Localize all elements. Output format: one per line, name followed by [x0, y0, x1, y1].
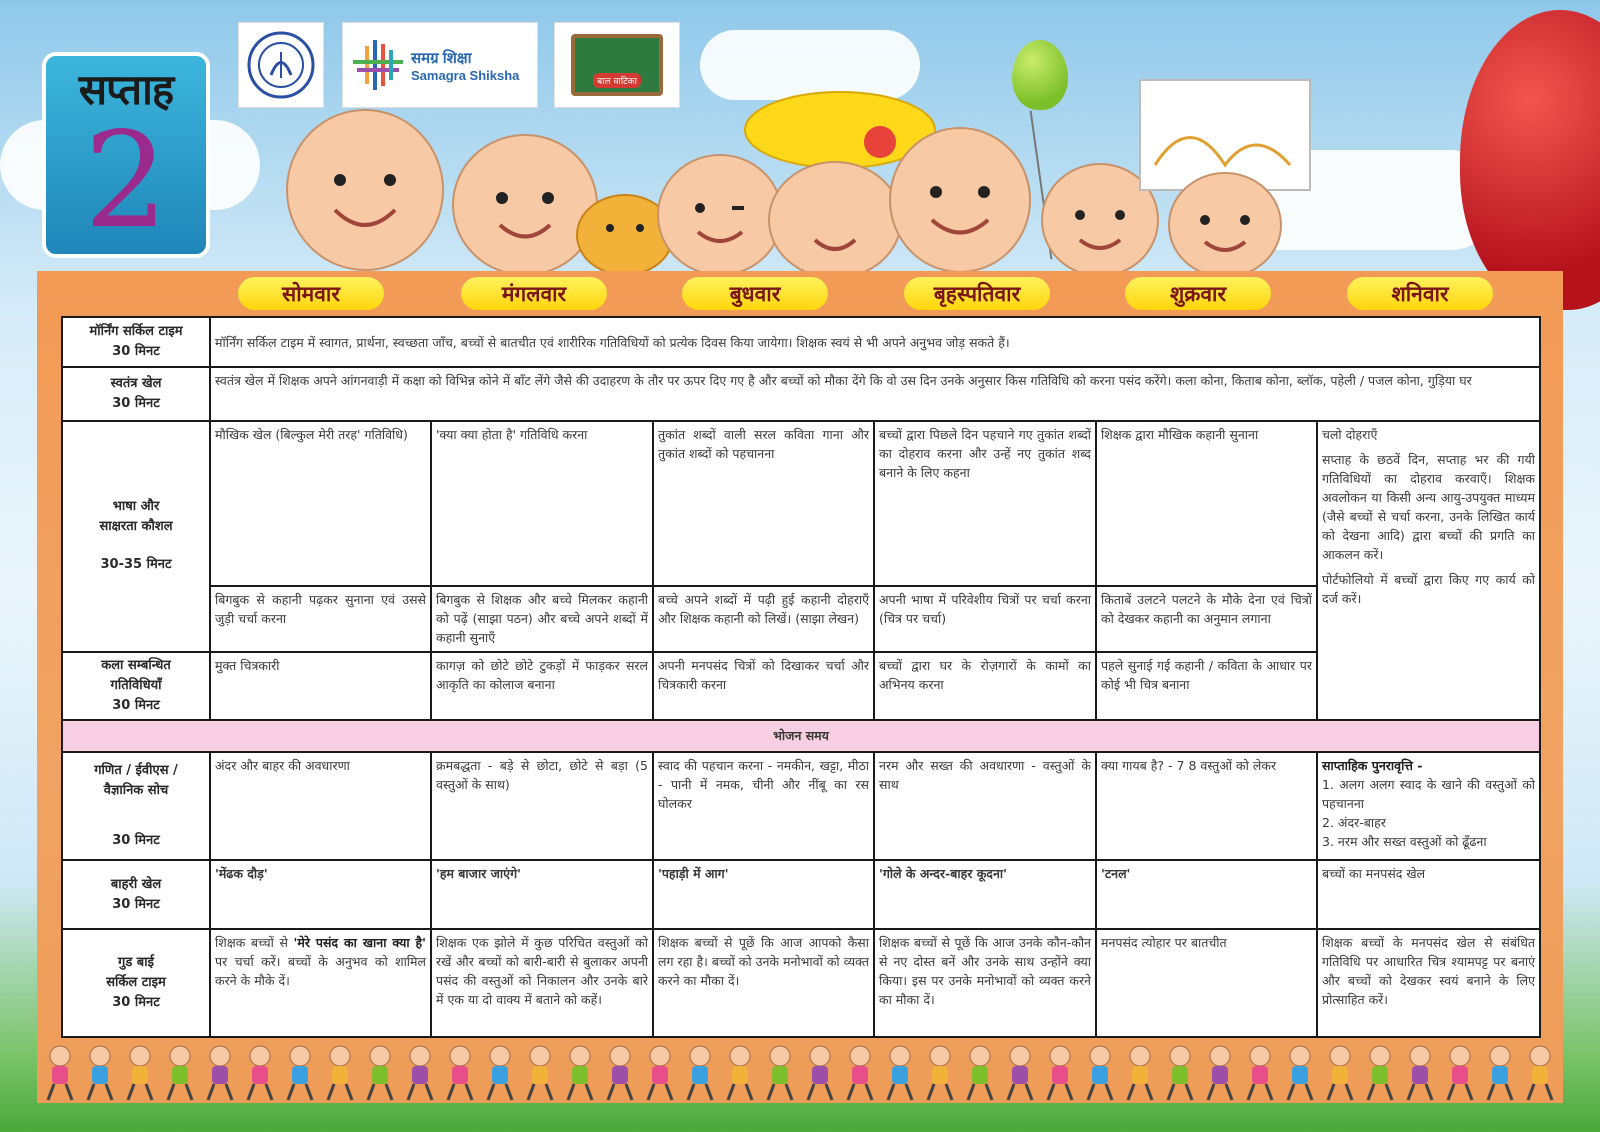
cell-art-friday: पहले सुनाई गई कहानी / कविता के आधार पर कोई भी चित्र बनाना	[1096, 652, 1317, 721]
label-time: 30 मिनट	[112, 344, 160, 360]
dancing-child-icon	[688, 1046, 712, 1100]
dancing-child-icon	[1128, 1046, 1152, 1100]
dancing-child-icon	[128, 1046, 152, 1100]
cell-morning-circle: मॉर्निंग सर्किल टाइम में स्वागत, प्रार्थना, स्वच्छता जाँच, बच्चों से बातचीत एवं शारीरिक गतिविधियों को प्रत्येक दिवस किया जायेगा। शिक्षक स्वयं से भी अपने अनुभव जोड़ सकते हैं।	[210, 317, 1540, 367]
dancing-child-icon	[1448, 1046, 1472, 1100]
dancing-child-icon	[1088, 1046, 1112, 1100]
dancing-child-icon	[48, 1046, 72, 1100]
dancing-child-icon	[448, 1046, 472, 1100]
cell-goodbye-monday	[210, 929, 431, 1037]
dancing-child-icon	[1488, 1046, 1512, 1100]
week-label: सप्ताह	[78, 65, 174, 114]
dancing-child-icon	[1248, 1046, 1272, 1100]
weekly-revision-item: 2. अंदर-बाहर	[1322, 814, 1386, 830]
row-language-part1	[62, 421, 1540, 586]
dancing-child-icon	[168, 1046, 192, 1100]
label-spacer	[67, 537, 205, 555]
dancing-child-icon	[1368, 1046, 1392, 1100]
cell-language-friday-1: शिक्षक द्वारा मौखिक कहानी सुनाना	[1096, 421, 1317, 586]
cell-outdoor-thursday: 'गोले के अन्दर-बाहर कूदना'	[874, 860, 1096, 929]
child-face-icon	[890, 128, 1030, 272]
label-time: 30 मिनट	[112, 995, 160, 1011]
row-outdoor-play	[62, 860, 1540, 929]
dancing-child-icon	[328, 1046, 352, 1100]
label-time: 30 मिनट	[112, 833, 160, 849]
dancing-child-icon	[888, 1046, 912, 1100]
row-math-evs	[62, 752, 1540, 861]
row-label-goodbye-circle	[62, 929, 210, 1037]
label-text: भाषा और	[112, 499, 160, 515]
row-label-morning-circle	[62, 317, 210, 367]
weekly-schedule-table	[61, 316, 1541, 1038]
label-text: स्वतंत्र खेल	[110, 376, 162, 392]
dancing-child-icon	[368, 1046, 392, 1100]
dancing-child-icon	[1528, 1046, 1552, 1100]
row-label-language	[62, 421, 210, 652]
cell-outdoor-friday: 'टनल'	[1096, 860, 1317, 929]
bal-vatika-text: बाल वाटिका	[593, 73, 641, 88]
child-face-icon	[453, 135, 597, 275]
label-text: मॉर्निंग सर्किल टाइम	[89, 324, 183, 340]
day-header-monday: सोमवार	[238, 277, 384, 310]
dancing-child-icon	[528, 1046, 552, 1100]
cell-math-friday: क्या गायब है? - 7 8 वस्तुओं को लेकर	[1096, 752, 1317, 861]
cell-goodbye-wednesday: शिक्षक बच्चों से पूछें कि आज आपको कैसा लग रहा है। बच्चों को उनके मनोभावों को व्यक्त करने का मौका दें।	[653, 929, 874, 1037]
row-label-math-evs	[62, 752, 210, 861]
child-with-drawing-icon	[1140, 80, 1310, 275]
cell-art-thursday: बच्चों द्वारा घर के रोज़गारों के कामों का अभिनय करना	[874, 652, 1096, 721]
cell-outdoor-monday: 'मेंढक दौड़'	[210, 860, 431, 929]
samagra-hindi-text: समग्र शिक्षा	[411, 49, 472, 67]
cell-outdoor-saturday: बच्चों का मनपसंद खेल	[1317, 860, 1540, 929]
label-text: सर्किल टाइम	[106, 975, 166, 991]
cell-language-wednesday-2: बच्चे अपने शब्दों में पढ़ी हुई कहानी दोहराएँ और शिक्षक कहानी को लिखें। (साझा लेखन)	[653, 586, 874, 652]
children-illustration	[280, 67, 1340, 275]
label-text: गणित / ईवीएस /	[94, 763, 178, 779]
week-badge	[42, 52, 210, 258]
dancing-child-icon	[1288, 1046, 1312, 1100]
dancing-child-icon	[1008, 1046, 1032, 1100]
dancing-child-icon	[648, 1046, 672, 1100]
cell-lunch-time: भोजन समय	[62, 720, 1540, 751]
day-header-saturday: शनिवार	[1347, 277, 1493, 310]
day-header-wednesday: बुधवार	[682, 277, 828, 310]
dancing-child-icon	[728, 1046, 752, 1100]
row-label-free-play	[62, 367, 210, 420]
child-face-icon	[658, 155, 782, 275]
row-goodbye-circle	[62, 929, 1540, 1037]
goodbye-monday-text-end: पर चर्चा करें। बच्चों के अनुभव को शामिल करने के मौके दें।	[215, 954, 426, 989]
cell-language-monday-1: मौखिक खेल (बिल्कुल मेरी तरह' गतिविधि)	[210, 421, 431, 586]
label-text: वैज्ञानिक सोच	[103, 783, 169, 799]
cell-art-monday: मुक्त चित्रकारी	[210, 652, 431, 721]
saturday-review-title: चलो दोहराएँ	[1322, 426, 1378, 442]
dancing-child-icon	[88, 1046, 112, 1100]
dancing-child-icon	[1048, 1046, 1072, 1100]
week-number: 2	[84, 104, 168, 258]
label-text: कला सम्बन्धित	[101, 658, 171, 674]
label-time: 30 मिनट	[112, 396, 160, 412]
cell-goodbye-friday: मनपसंद त्योहार पर बातचीत	[1096, 929, 1317, 1037]
label-text: गतिविधियाँ	[110, 678, 162, 694]
cell-language-saturday	[1317, 421, 1540, 720]
cell-outdoor-tuesday: 'हम बाजार जाएंगे'	[431, 860, 653, 929]
saturday-portfolio-text: पोर्टफोलियो में बच्चों द्वारा किए गए कार्य को दर्ज करें।	[1322, 571, 1536, 606]
label-spacer	[67, 801, 205, 831]
cell-math-wednesday: स्वाद की पहचान करना - नमकीन, खट्टा, मीठा - पानी में नमक, चीनी और नींबू का रस घोलकर	[653, 752, 874, 861]
dancing-child-icon	[1208, 1046, 1232, 1100]
dancing-child-icon	[1328, 1046, 1352, 1100]
label-text: बाहरी खेल	[110, 876, 162, 892]
goodbye-monday-topic: 'मेरे पसंद का खाना क्या है'	[293, 935, 426, 951]
dancing-child-icon	[848, 1046, 872, 1100]
dancing-child-icon	[968, 1046, 992, 1100]
cell-art-wednesday: अपनी मनपसंद चित्रों को दिखाकर चर्चा और चित्रकारी करना	[653, 652, 874, 721]
dancing-child-icon	[568, 1046, 592, 1100]
cell-free-play: स्वतंत्र खेल में शिक्षक अपने आंगनवाड़ी में कक्षा को विभिन्न कोने में बाँट लेंगे जैसे की उदाहरण के तौर पर ऊपर दिए गए है और बच्चों को मौका देंगे कि वो उस दिन उनके अनुसार किस गतिविधि को करना पसंद करेंगे। कला कोना, किताब कोना, ब्लॉक, पहेली / पजल कोना, गुड़िया घर	[210, 367, 1540, 420]
dancing-child-icon	[408, 1046, 432, 1100]
cell-art-tuesday: कागज़ को छोटे छोटे टुकड़ों में फाड़कर सरल आकृति का कोलाज बनाना	[431, 652, 653, 721]
dancing-child-icon	[768, 1046, 792, 1100]
row-label-art	[62, 652, 210, 721]
dancing-child-icon	[208, 1046, 232, 1100]
dancing-child-icon	[928, 1046, 952, 1100]
row-label-outdoor-play	[62, 860, 210, 929]
label-text: साक्षरता कौशल	[99, 519, 173, 535]
weekly-revision-title: साप्ताहिक पुनरावृत्ति -	[1322, 757, 1423, 773]
day-header-tuesday: मंगलवार	[461, 277, 607, 310]
cell-language-friday-2: किताबें उलटने पलटने के मौके देना एवं चित्रों को देखकर कहानी का अनुमान लगाना	[1096, 586, 1317, 652]
cell-language-monday-2: बिगबुक से कहानी पढ़कर सुनाना एवं उससे जुड़ी चर्चा करना	[210, 586, 431, 652]
dancing-child-icon	[608, 1046, 632, 1100]
weekly-revision-item: 3. नरम और सख्त वस्तुओं को ढूँढना	[1322, 833, 1487, 849]
cell-language-wednesday-1: तुकांत शब्दों वाली सरल कविता गाना और तुकांत शब्दों को पहचानना	[653, 421, 874, 586]
dancing-child-icon	[808, 1046, 832, 1100]
day-header-thursday: बृहस्पतिवार	[904, 277, 1050, 310]
dancing-child-icon	[1168, 1046, 1192, 1100]
label-time: 30 मिनट	[112, 698, 160, 714]
cell-language-thursday-2: अपनी भाषा में परिवेशीय चित्रों पर चर्चा करना (चित्र पर चर्चा)	[874, 586, 1096, 652]
red-balloon-decoration	[1460, 10, 1600, 310]
label-time: 30-35 मिनट	[100, 557, 172, 573]
day-header-friday: शुक्रवार	[1125, 277, 1271, 310]
label-time: 30 मिनट	[112, 896, 160, 912]
dancing-child-icon	[1408, 1046, 1432, 1100]
row-free-play	[62, 367, 1540, 420]
cell-outdoor-wednesday: 'पहाड़ी में आग'	[653, 860, 874, 929]
cell-math-saturday	[1317, 752, 1540, 861]
cell-language-tuesday-1: 'क्या क्या होता है' गतिविधि करना	[431, 421, 653, 586]
dancing-child-icon	[288, 1046, 312, 1100]
cell-language-thursday-1: बच्चों द्वारा पिछले दिन पहचाने गए तुकांत शब्दों का दोहराव करना और उन्हें नए तुकांत शब्द बनाने के लिए कहना	[874, 421, 1096, 586]
child-face-icon	[287, 110, 443, 270]
dancing-child-icon	[248, 1046, 272, 1100]
samagra-english-text: Samagra Shiksha	[411, 67, 520, 83]
dancing-child-icon	[488, 1046, 512, 1100]
row-morning-circle	[62, 317, 1540, 367]
cell-math-thursday: नरम और सख्त की अवधारणा - वस्तुओं के साथ	[874, 752, 1096, 861]
label-text: गुड बाई	[118, 955, 154, 971]
cell-goodbye-tuesday: शिक्षक एक झोले में कुछ परिचित वस्तुओं को रखें और बच्चों को बारी-बारी से बुलाकर अपनी पसंद की वस्तुओं को निकालन और उनके बारे में एक या दो वाक्य में बताने को कहें।	[431, 929, 653, 1037]
cell-goodbye-saturday: शिक्षक बच्चों के मनपसंद खेल से संबंधित गतिविधि पर आधारित चित्र श्यामपट्ट पर बनाएं और बच्चों को देखकर स्वयं बनाने के लिए प्रोत्साहित करें।	[1317, 929, 1540, 1037]
cell-goodbye-thursday: शिक्षक बच्चों से पूछें कि आज उनके कौन-कौन से नए दोस्त बनें और उनके साथ उन्होंने क्या किया। इस पर उनके मनोभावों को व्यक्त करने का मौका दें।	[874, 929, 1096, 1037]
dancing-children-border	[40, 1042, 1560, 1104]
cell-language-tuesday-2: बिगबुक से शिक्षक और बच्चे मिलकर कहानी को पढ़ें (साझा पठन) और बच्चे अपने शब्दों में कहानी सुनाएँ	[431, 586, 653, 652]
cell-math-monday: अंदर और बाहर की अवधारणा	[210, 752, 431, 861]
saturday-review-text: सप्ताह के छठवें दिन, सप्ताह भर की गयी गतिविधियों का दोहराव करवाएँ। शिक्षक अवलोकन या किसी अन्य आयु-उपयुक्त माध्यम (जैसे बच्चों से चर्चा करना, उनके लिखित कार्य को देखना आदि) द्वारा बच्चों की प्रगति का आकलन करें।	[1322, 451, 1536, 562]
cell-math-tuesday: क्रमबद्धता - बड़े से छोटा, छोटे से बड़ा (5 वस्तुओं के साथ)	[431, 752, 653, 861]
goodbye-monday-text-start: शिक्षक बच्चों से	[215, 935, 294, 951]
row-lunch	[62, 720, 1540, 751]
weekly-revision-item: 1. अलग अलग स्वाद के खाने की वस्तुओं को पहचानना	[1322, 776, 1536, 811]
